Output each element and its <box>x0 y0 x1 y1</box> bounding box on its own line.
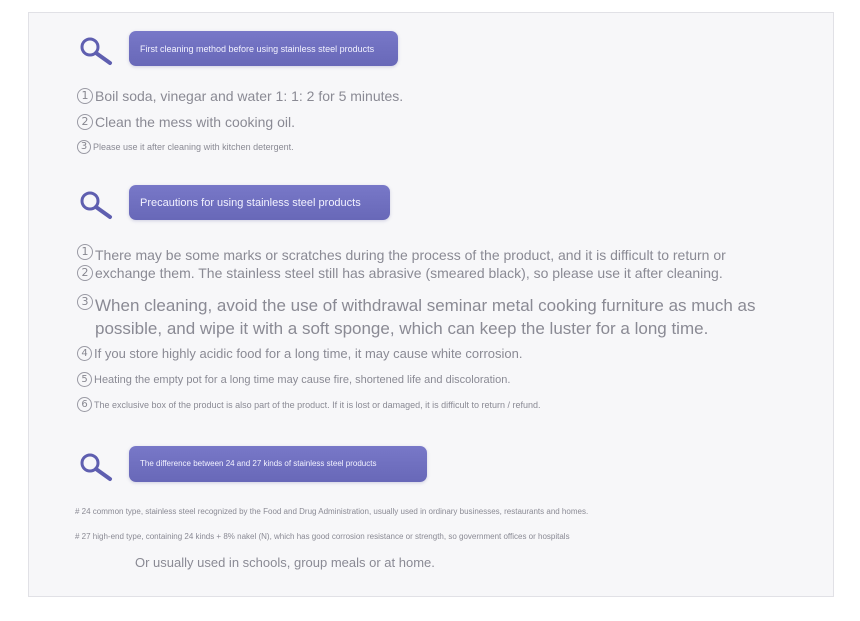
list-item <box>77 244 726 263</box>
item-number: 1 <box>77 244 93 260</box>
list-item <box>77 88 403 104</box>
item-number: 2 <box>77 114 93 130</box>
item-number: 6 <box>77 397 92 412</box>
list-item <box>77 265 723 281</box>
item-number: 5 <box>77 372 92 387</box>
list-item <box>135 555 435 570</box>
item-text: The exclusive box of the product is also part of the product. If it is lost or damaged, it is difficult to return / refund. <box>94 399 541 410</box>
section-heading-text: First cleaning method before using stainless steel products <box>140 43 375 54</box>
item-number: 4 <box>77 346 92 361</box>
section-heading-text: The difference between 24 and 27 kinds of stainless steel products <box>140 459 377 468</box>
magnifier-icon <box>78 36 114 66</box>
item-text: Please use it after cleaning with kitchen detergent. <box>93 142 294 152</box>
list-item <box>77 294 756 316</box>
item-number: 3 <box>77 294 93 310</box>
item-text: Or usually used in schools, group meals or at home. <box>135 555 435 570</box>
section-heading-first-cleaning <box>129 31 398 66</box>
item-text: Clean the mess with cooking oil. <box>95 114 295 130</box>
item-text: exchange them. The stainless steel still has abrasive (smeared black), so please use it after cleaning. <box>95 265 723 281</box>
item-text: # 27 high-end type, containing 24 kinds + 8% nakel (N), which has good corrosion resistance or strength, so government offices or hospitals <box>75 532 570 541</box>
magnifier-icon <box>78 452 114 482</box>
list-item <box>77 140 294 154</box>
item-text: Boil soda, vinegar and water 1: 1: 2 for 5 minutes. <box>95 88 404 104</box>
section-heading-text: Precautions for using stainless steel products <box>140 196 361 209</box>
section-heading-precautions <box>129 185 390 220</box>
item-number: 3 <box>77 140 91 154</box>
item-text: There may be some marks or scratches during the process of the product, and it is difficult to return or <box>95 247 726 263</box>
item-text: When cleaning, avoid the use of withdrawal seminar metal cooking furniture as much as <box>95 296 756 315</box>
list-item <box>77 397 541 412</box>
item-text: If you store highly acidic food for a long time, it may cause white corrosion. <box>94 346 523 361</box>
magnifier-icon <box>78 190 114 220</box>
item-text: possible, and wipe it with a soft sponge, which can keep the luster for a long time. <box>95 319 709 338</box>
section-heading-difference <box>129 446 427 482</box>
list-item-continuation <box>95 319 708 339</box>
item-text: Heating the empty pot for a long time may cause fire, shortened life and discoloration. <box>94 373 511 386</box>
list-item <box>75 532 570 541</box>
item-text: # 24 common type, stainless steel recognized by the Food and Drug Administration, usually used in ordinary businesses, restaurants and homes. <box>75 507 589 516</box>
item-number: 1 <box>77 88 93 104</box>
list-item <box>77 372 510 387</box>
list-item <box>75 507 588 516</box>
item-number: 2 <box>77 265 93 281</box>
list-item <box>77 114 295 130</box>
list-item <box>77 346 522 361</box>
